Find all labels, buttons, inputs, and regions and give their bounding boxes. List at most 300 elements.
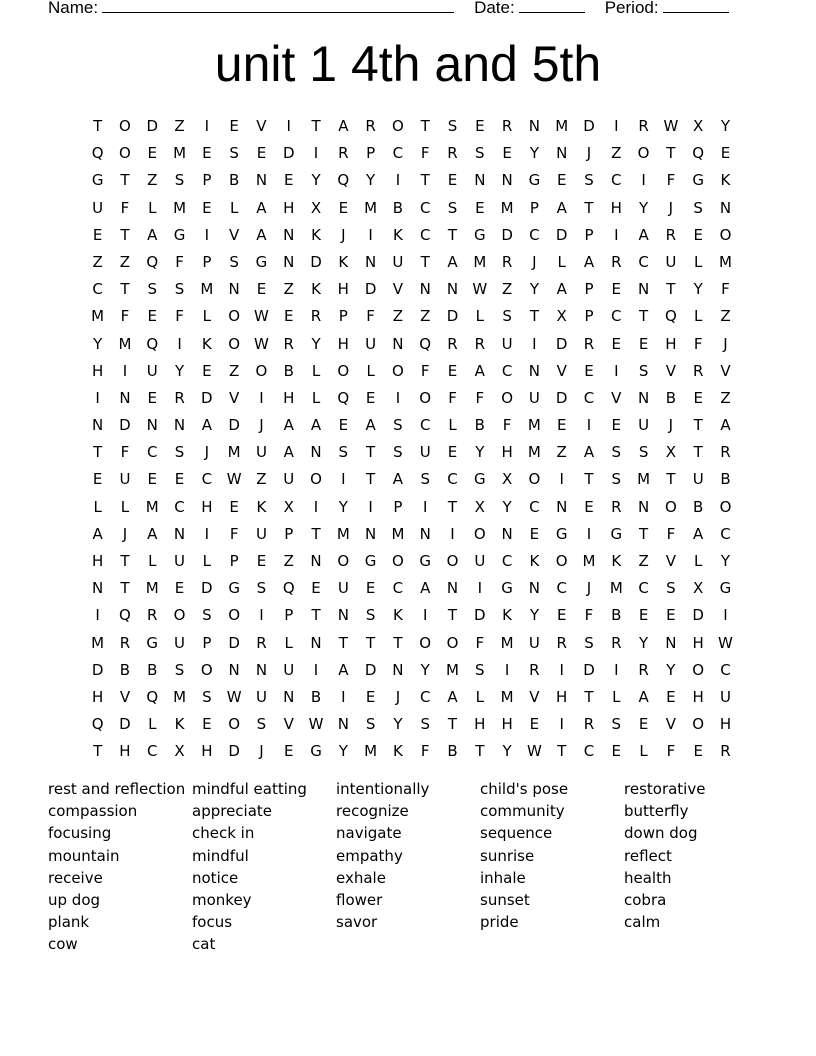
grid-letter[interactable]: R — [447, 334, 458, 353]
grid-letter[interactable]: V — [556, 361, 567, 380]
grid-letter[interactable]: D — [501, 225, 513, 244]
grid-letter[interactable]: M — [91, 307, 105, 326]
grid-letter[interactable]: Z — [256, 470, 267, 489]
grid-letter[interactable]: Y — [529, 280, 539, 299]
grid-letter[interactable]: M — [500, 198, 514, 217]
grid-letter[interactable]: N — [556, 144, 568, 163]
grid-letter[interactable]: L — [694, 307, 703, 326]
grid-letter[interactable]: W — [308, 715, 324, 734]
grid-letter[interactable]: K — [720, 171, 731, 190]
grid-letter[interactable]: P — [529, 198, 539, 217]
grid-letter[interactable]: D — [555, 334, 568, 353]
grid-letter[interactable]: T — [529, 307, 539, 326]
grid-letter[interactable]: N — [474, 171, 486, 190]
grid-letter[interactable]: M — [364, 742, 378, 761]
grid-letter[interactable]: P — [202, 252, 212, 271]
grid-letter[interactable]: T — [584, 470, 594, 489]
grid-letter[interactable]: H — [556, 687, 568, 706]
grid-letter[interactable]: V — [665, 552, 677, 570]
grid-letter[interactable]: S — [229, 144, 239, 163]
grid-letter[interactable]: M — [118, 334, 132, 353]
grid-letter[interactable]: H — [92, 552, 104, 570]
grid-letter[interactable]: L — [229, 198, 239, 217]
grid-letter[interactable]: L — [475, 687, 484, 706]
grid-letter[interactable]: H — [610, 198, 622, 217]
grid-letter[interactable]: N — [255, 660, 268, 679]
grid-letter[interactable]: O — [337, 552, 350, 570]
grid-letter[interactable]: B — [665, 388, 677, 407]
grid-letter[interactable]: A — [447, 252, 458, 271]
grid-letter[interactable]: L — [148, 715, 157, 734]
grid-letter[interactable]: E — [584, 361, 594, 380]
grid-letter[interactable]: E — [256, 144, 267, 163]
grid-letter[interactable]: T — [475, 742, 485, 761]
grid-letter[interactable]: D — [474, 606, 486, 625]
grid-letter[interactable]: J — [395, 687, 401, 706]
grid-letter[interactable]: K — [392, 606, 403, 625]
grid-letter[interactable]: P — [284, 524, 294, 543]
grid-letter[interactable]: K — [311, 280, 321, 299]
grid-letter[interactable]: T — [693, 416, 703, 435]
grid-letter[interactable]: C — [501, 552, 513, 570]
grid-letter[interactable]: Z — [556, 443, 567, 462]
grid-letter[interactable]: I — [368, 497, 373, 516]
grid-letter[interactable]: K — [392, 225, 403, 244]
grid-letter[interactable]: E — [556, 416, 567, 435]
grid-letter[interactable]: E — [365, 687, 376, 706]
grid-letter[interactable]: P — [393, 497, 403, 516]
grid-letter[interactable]: W — [254, 334, 269, 353]
grid-letter[interactable]: Y — [338, 742, 348, 761]
grid-letter[interactable]: S — [666, 579, 676, 598]
grid-letter[interactable]: C — [92, 280, 103, 299]
grid-letter[interactable]: C — [419, 687, 431, 706]
grid-letter[interactable]: F — [175, 252, 184, 271]
grid-letter[interactable]: Y — [93, 334, 103, 353]
grid-letter[interactable]: C — [529, 225, 540, 244]
grid-letter[interactable]: P — [202, 171, 212, 190]
grid-letter[interactable]: X — [474, 497, 485, 516]
grid-letter[interactable]: I — [259, 388, 264, 407]
grid-letter[interactable]: G — [310, 742, 322, 761]
grid-letter[interactable]: T — [666, 470, 676, 489]
grid-letter[interactable]: A — [256, 198, 267, 217]
grid-letter[interactable]: H — [92, 361, 104, 380]
grid-letter[interactable]: Q — [692, 144, 705, 163]
grid-letter[interactable]: P — [366, 144, 376, 163]
grid-letter[interactable]: I — [504, 660, 510, 679]
grid-letter[interactable]: N — [283, 225, 295, 244]
grid-letter[interactable]: E — [202, 361, 212, 380]
grid-letter[interactable]: E — [693, 388, 703, 407]
grid-letter[interactable]: X — [283, 497, 294, 516]
grid-letter[interactable]: S — [202, 687, 212, 706]
grid-letter[interactable]: L — [148, 198, 157, 217]
grid-letter[interactable]: G — [501, 579, 513, 598]
grid-letter[interactable]: E — [174, 579, 185, 598]
grid-letter[interactable]: T — [120, 579, 130, 598]
grid-letter[interactable]: A — [693, 524, 704, 543]
grid-letter[interactable]: O — [446, 552, 459, 570]
grid-letter[interactable]: M — [446, 660, 459, 679]
grid-letter[interactable]: E — [475, 117, 485, 135]
grid-letter[interactable]: O — [392, 117, 404, 135]
grid-letter[interactable]: U — [119, 470, 131, 489]
grid-letter[interactable]: E — [475, 198, 485, 217]
grid-letter[interactable]: N — [637, 388, 650, 407]
grid-letter[interactable]: E — [147, 307, 157, 326]
grid-letter[interactable]: N — [719, 198, 732, 217]
grid-letter[interactable]: S — [611, 715, 622, 734]
grid-letter[interactable]: R — [147, 606, 158, 625]
grid-letter[interactable]: E — [502, 144, 512, 163]
grid-letter[interactable]: Y — [393, 715, 403, 734]
grid-letter[interactable]: S — [174, 443, 185, 462]
grid-letter[interactable]: U — [174, 633, 186, 652]
grid-letter[interactable]: E — [447, 361, 458, 380]
grid-letter[interactable]: H — [337, 334, 349, 353]
grid-letter[interactable]: I — [395, 388, 401, 407]
grid-letter[interactable]: O — [419, 633, 432, 652]
grid-letter[interactable]: A — [638, 687, 649, 706]
grid-letter[interactable]: E — [311, 579, 321, 598]
grid-letter[interactable]: I — [641, 171, 646, 190]
grid-letter[interactable]: H — [501, 715, 513, 734]
grid-letter[interactable]: B — [228, 171, 240, 190]
grid-letter[interactable]: U — [528, 388, 540, 407]
grid-letter[interactable]: F — [693, 334, 703, 353]
grid-letter[interactable]: Z — [420, 307, 431, 326]
grid-letter[interactable]: K — [201, 334, 212, 353]
grid-letter[interactable]: B — [119, 660, 131, 679]
grid-letter[interactable]: E — [338, 198, 349, 217]
grid-letter[interactable]: C — [419, 198, 431, 217]
grid-letter[interactable]: W — [472, 280, 488, 299]
grid-letter[interactable]: O — [446, 633, 459, 652]
grid-letter[interactable]: B — [693, 497, 704, 516]
grid-letter[interactable]: N — [92, 579, 104, 598]
grid-letter[interactable]: C — [720, 660, 731, 679]
grid-letter[interactable]: W — [718, 633, 733, 652]
grid-letter[interactable]: J — [204, 443, 210, 462]
grid-letter[interactable]: N — [665, 633, 677, 652]
grid-letter[interactable]: Z — [92, 252, 103, 271]
grid-letter[interactable]: O — [310, 470, 322, 489]
grid-letter[interactable]: O — [228, 606, 241, 625]
grid-letter[interactable]: O — [692, 715, 705, 734]
grid-letter[interactable]: N — [173, 524, 186, 543]
grid-letter[interactable]: O — [637, 144, 650, 163]
grid-letter[interactable]: Z — [283, 552, 294, 570]
grid-letter[interactable]: E — [529, 715, 540, 734]
grid-letter[interactable]: Q — [664, 307, 677, 326]
grid-letter[interactable]: S — [420, 715, 430, 734]
grid-letter[interactable]: M — [719, 252, 732, 271]
grid-letter[interactable]: S — [393, 416, 403, 435]
grid-letter[interactable]: L — [612, 687, 621, 706]
grid-letter[interactable]: W — [526, 742, 542, 761]
grid-letter[interactable]: O — [419, 388, 432, 407]
grid-letter[interactable]: I — [259, 606, 264, 625]
grid-letter[interactable]: V — [611, 388, 622, 407]
grid-letter[interactable]: N — [637, 497, 650, 516]
grid-letter[interactable]: C — [392, 144, 404, 163]
grid-letter[interactable]: E — [693, 742, 703, 761]
grid-letter[interactable]: B — [611, 606, 622, 625]
grid-letter[interactable]: S — [338, 443, 349, 462]
grid-letter[interactable]: R — [556, 633, 567, 652]
grid-letter[interactable]: Y — [311, 171, 321, 190]
grid-letter[interactable]: S — [502, 307, 512, 326]
grid-letter[interactable]: P — [584, 225, 594, 244]
grid-letter[interactable]: Y — [420, 660, 430, 679]
grid-letter[interactable]: I — [477, 579, 483, 598]
grid-letter[interactable]: M — [500, 687, 514, 706]
grid-letter[interactable]: I — [313, 660, 319, 679]
grid-letter[interactable]: S — [693, 198, 703, 217]
grid-letter[interactable]: J — [259, 742, 264, 761]
grid-letter[interactable]: J — [341, 225, 346, 244]
grid-letter[interactable]: F — [475, 633, 485, 652]
grid-letter[interactable]: O — [719, 225, 732, 244]
grid-letter[interactable]: U — [255, 443, 267, 462]
grid-letter[interactable]: C — [638, 579, 649, 598]
grid-letter[interactable]: Z — [501, 280, 513, 299]
grid-letter[interactable]: B — [474, 416, 485, 435]
grid-letter[interactable]: E — [174, 470, 185, 489]
grid-letter[interactable]: M — [200, 280, 214, 299]
grid-letter[interactable]: N — [283, 687, 295, 706]
grid-letter[interactable]: S — [202, 606, 212, 625]
grid-letter[interactable]: A — [147, 524, 158, 543]
grid-letter[interactable]: O — [200, 660, 213, 679]
grid-letter[interactable]: C — [611, 307, 622, 326]
grid-letter[interactable]: U — [92, 198, 104, 217]
grid-letter[interactable]: G — [419, 552, 432, 570]
grid-letter[interactable]: C — [447, 470, 458, 489]
grid-letter[interactable]: I — [450, 524, 455, 543]
grid-letter[interactable]: O — [719, 497, 732, 516]
grid-letter[interactable]: Y — [338, 497, 348, 516]
grid-letter[interactable]: N — [310, 633, 322, 652]
date-field[interactable] — [474, 0, 585, 18]
grid-letter[interactable]: P — [284, 606, 294, 625]
grid-letter[interactable]: H — [474, 715, 486, 734]
grid-letter[interactable]: V — [665, 715, 677, 734]
grid-letter[interactable]: N — [92, 416, 104, 435]
grid-letter[interactable]: Y — [529, 144, 539, 163]
grid-letter[interactable]: X — [556, 307, 567, 326]
grid-letter[interactable]: A — [365, 416, 376, 435]
grid-letter[interactable]: E — [283, 307, 294, 326]
grid-letter[interactable]: C — [201, 470, 213, 489]
grid-letter[interactable]: D — [201, 579, 213, 598]
grid-letter[interactable]: S — [584, 633, 594, 652]
grid-letter[interactable]: S — [447, 198, 458, 217]
grid-letter[interactable]: R — [474, 334, 486, 353]
grid-letter[interactable]: N — [392, 334, 404, 353]
grid-letter[interactable]: S — [611, 443, 622, 462]
grid-letter[interactable]: O — [119, 117, 131, 135]
grid-letter[interactable]: W — [226, 687, 242, 706]
grid-letter[interactable]: G — [146, 633, 159, 652]
grid-letter[interactable]: E — [611, 416, 622, 435]
grid-letter[interactable]: L — [93, 497, 102, 516]
grid-letter[interactable]: D — [119, 416, 131, 435]
grid-letter[interactable]: G — [719, 579, 732, 598]
grid-letter[interactable]: Y — [174, 361, 185, 380]
grid-letter[interactable]: C — [174, 497, 185, 516]
grid-letter[interactable]: Z — [392, 307, 404, 326]
grid-letter[interactable]: L — [557, 252, 566, 271]
grid-letter[interactable]: E — [666, 687, 676, 706]
grid-letter[interactable]: E — [720, 144, 731, 163]
grid-letter[interactable]: C — [720, 524, 731, 543]
grid-letter[interactable]: E — [365, 388, 376, 407]
grid-letter[interactable]: E — [556, 606, 567, 625]
grid-letter[interactable]: C — [611, 171, 622, 190]
grid-letter[interactable]: L — [694, 252, 703, 271]
grid-letter[interactable]: Y — [311, 334, 321, 353]
grid-letter[interactable]: X — [174, 742, 185, 761]
grid-letter[interactable]: A — [392, 470, 404, 489]
grid-letter[interactable]: G — [610, 524, 623, 543]
grid-letter[interactable]: T — [366, 633, 376, 652]
grid-letter[interactable]: R — [310, 307, 322, 326]
grid-letter[interactable]: S — [147, 280, 157, 299]
grid-letter[interactable]: E — [611, 742, 622, 761]
grid-letter[interactable]: M — [527, 443, 541, 462]
grid-letter[interactable]: W — [226, 470, 242, 489]
grid-letter[interactable]: A — [556, 280, 567, 299]
grid-letter[interactable]: S — [475, 660, 485, 679]
grid-letter[interactable]: V — [119, 687, 131, 706]
grid-letter[interactable]: G — [473, 225, 486, 244]
grid-letter[interactable]: H — [92, 687, 104, 706]
grid-letter[interactable]: A — [447, 687, 458, 706]
grid-letter[interactable]: F — [502, 416, 512, 435]
grid-letter[interactable]: R — [119, 633, 131, 652]
grid-letter[interactable]: M — [500, 633, 514, 652]
grid-letter[interactable]: M — [145, 497, 159, 516]
grid-letter[interactable]: O — [228, 715, 241, 734]
grid-letter[interactable]: Q — [337, 388, 350, 407]
grid-letter[interactable]: T — [366, 470, 376, 489]
grid-letter[interactable]: T — [420, 252, 430, 271]
grid-letter[interactable]: B — [392, 198, 404, 217]
grid-letter[interactable]: K — [174, 715, 185, 734]
grid-letter[interactable]: T — [639, 307, 649, 326]
grid-letter[interactable]: R — [611, 497, 622, 516]
grid-letter[interactable]: U — [528, 633, 540, 652]
grid-letter[interactable]: L — [120, 497, 130, 516]
grid-letter[interactable]: K — [256, 497, 267, 516]
grid-letter[interactable]: H — [337, 280, 349, 299]
grid-letter[interactable]: C — [638, 252, 649, 271]
grid-letter[interactable]: J — [668, 416, 674, 435]
grid-letter[interactable]: D — [146, 117, 159, 135]
grid-letter[interactable]: O — [555, 552, 568, 570]
grid-letter[interactable]: U — [337, 579, 349, 598]
grid-letter[interactable]: Z — [638, 552, 649, 570]
grid-letter[interactable]: S — [638, 361, 649, 380]
grid-letter[interactable]: C — [583, 388, 595, 407]
grid-letter[interactable]: R — [583, 715, 595, 734]
grid-letter[interactable]: T — [447, 606, 458, 625]
grid-letter[interactable]: L — [148, 552, 157, 570]
grid-letter[interactable]: S — [611, 470, 622, 489]
grid-letter[interactable]: X — [693, 579, 704, 598]
grid-letter[interactable]: E — [638, 715, 649, 734]
date-line[interactable] — [519, 0, 585, 13]
grid-letter[interactable]: T — [120, 225, 130, 244]
grid-letter[interactable]: O — [473, 524, 486, 543]
grid-letter[interactable]: M — [637, 470, 651, 489]
grid-letter[interactable]: R — [501, 252, 513, 271]
grid-letter[interactable]: L — [694, 552, 703, 570]
grid-letter[interactable]: O — [337, 361, 350, 380]
grid-letter[interactable]: A — [283, 416, 294, 435]
grid-letter[interactable]: T — [311, 606, 321, 625]
grid-letter[interactable]: S — [256, 579, 267, 598]
grid-letter[interactable]: H — [501, 443, 513, 462]
grid-letter[interactable]: Q — [91, 715, 104, 734]
grid-letter[interactable]: Z — [611, 144, 622, 163]
grid-letter[interactable]: O — [119, 144, 131, 163]
grid-letter[interactable]: S — [256, 715, 267, 734]
grid-letter[interactable]: G — [173, 225, 186, 244]
grid-letter[interactable]: M — [364, 198, 378, 217]
grid-letter[interactable]: R — [338, 144, 349, 163]
grid-letter[interactable]: N — [556, 497, 568, 516]
grid-letter[interactable]: E — [611, 334, 622, 353]
grid-letter[interactable]: N — [255, 171, 268, 190]
grid-letter[interactable]: D — [555, 388, 568, 407]
grid-letter[interactable]: D — [364, 280, 377, 299]
grid-letter[interactable]: I — [723, 606, 728, 625]
grid-letter[interactable]: D — [555, 225, 568, 244]
grid-letter[interactable]: E — [229, 117, 239, 135]
grid-letter[interactable]: S — [174, 280, 185, 299]
grid-letter[interactable]: S — [475, 144, 485, 163]
grid-letter[interactable]: T — [393, 633, 403, 652]
grid-letter[interactable]: O — [501, 388, 513, 407]
grid-letter[interactable]: P — [584, 280, 594, 299]
grid-letter[interactable]: U — [392, 252, 404, 271]
grid-letter[interactable]: N — [528, 361, 541, 380]
grid-letter[interactable]: U — [146, 361, 158, 380]
grid-letter[interactable]: D — [91, 660, 104, 679]
grid-letter[interactable]: U — [474, 552, 486, 570]
grid-letter[interactable]: D — [310, 252, 322, 271]
grid-letter[interactable]: L — [448, 416, 457, 435]
grid-letter[interactable]: M — [555, 117, 569, 135]
grid-letter[interactable]: R — [665, 225, 677, 244]
grid-letter[interactable]: H — [201, 742, 213, 761]
grid-letter[interactable]: Y — [720, 552, 731, 570]
grid-letter[interactable]: Y — [529, 606, 539, 625]
grid-letter[interactable]: F — [420, 361, 430, 380]
grid-letter[interactable]: H — [283, 198, 295, 217]
grid-letter[interactable]: Z — [119, 252, 131, 271]
grid-letter[interactable]: R — [692, 361, 704, 380]
grid-letter[interactable]: Z — [174, 117, 185, 135]
grid-letter[interactable]: R — [501, 117, 513, 135]
grid-letter[interactable]: D — [583, 660, 595, 679]
grid-letter[interactable]: C — [556, 579, 567, 598]
grid-letter[interactable]: U — [283, 470, 295, 489]
grid-letter[interactable]: V — [392, 280, 404, 299]
